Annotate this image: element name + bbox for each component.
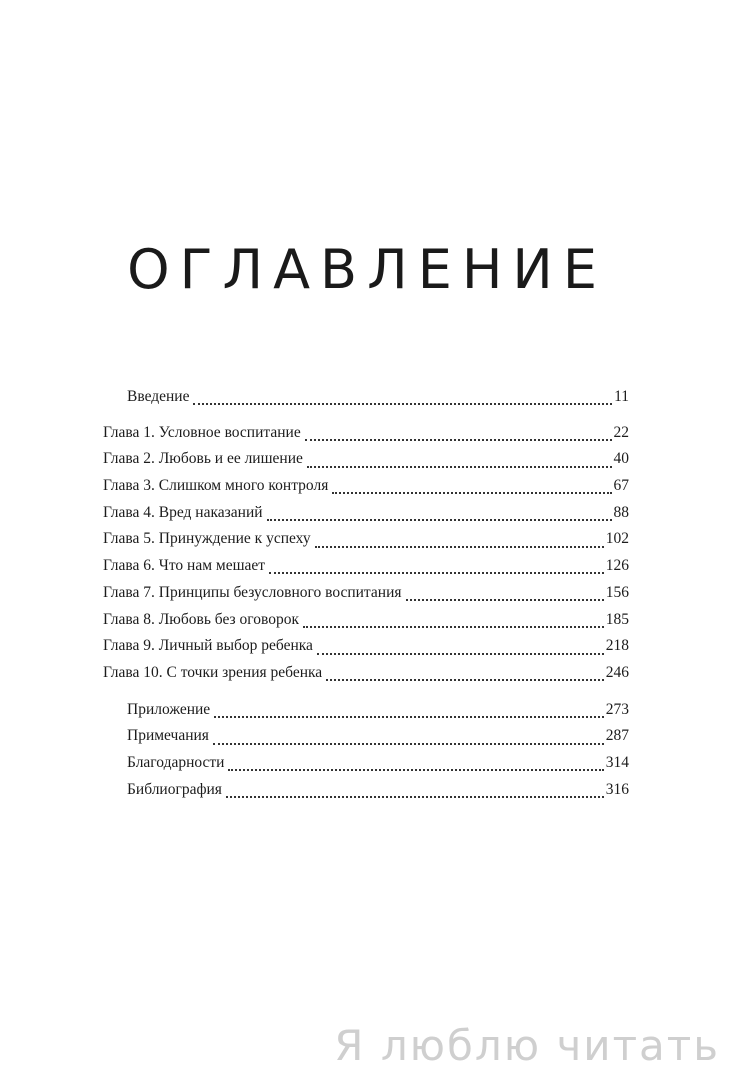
toc-entry-page: 102 — [605, 530, 629, 548]
toc-entry-title: Глава 4. Вред наказаний — [103, 503, 263, 521]
toc-entry-page: 156 — [605, 583, 629, 601]
toc-entry-chapter-6[interactable] — [103, 553, 629, 580]
toc-entry-chapter-1[interactable] — [103, 420, 629, 447]
toc-entry-page: 126 — [605, 557, 629, 575]
table-of-contents — [103, 384, 629, 803]
toc-entry-page: 287 — [605, 727, 629, 745]
toc-entry-notes[interactable] — [103, 723, 629, 750]
dot-leader — [228, 759, 603, 771]
toc-entry-bibliography[interactable] — [103, 777, 629, 804]
dot-leader — [226, 786, 604, 798]
toc-entry-page: 246 — [605, 663, 629, 681]
toc-entry-page: 22 — [613, 423, 629, 441]
dot-leader — [193, 393, 612, 405]
toc-entry-intro[interactable] — [103, 384, 629, 411]
toc-entry-title: Примечания — [127, 727, 209, 745]
toc-entry-page: 314 — [605, 753, 629, 771]
toc-entry-chapter-7[interactable] — [103, 580, 629, 607]
toc-entry-chapter-4[interactable] — [103, 500, 629, 527]
toc-entry-chapter-9[interactable] — [103, 633, 629, 660]
dot-leader — [317, 643, 604, 655]
toc-entry-title: Глава 6. Что нам мешает — [103, 557, 266, 575]
toc-entry-page: 218 — [605, 637, 629, 655]
toc-entry-title: Приложение — [127, 700, 211, 718]
toc-entry-title: Благодарности — [127, 753, 225, 771]
toc-entry-page: 11 — [614, 388, 629, 405]
dot-leader — [307, 456, 612, 468]
toc-entry-page: 185 — [605, 610, 629, 628]
dot-leader — [269, 562, 604, 574]
toc-entry-page: 67 — [613, 477, 629, 495]
toc-entry-page: 88 — [613, 503, 629, 521]
dot-leader — [406, 589, 604, 601]
dot-leader — [214, 706, 604, 718]
toc-entry-title: Глава 7. Принципы безусловного воспитания — [103, 583, 402, 601]
toc-entry-title: Глава 10. С точки зрения ребенка — [103, 663, 323, 681]
dot-leader — [303, 616, 604, 628]
dot-leader — [213, 733, 604, 745]
toc-entry-page: 40 — [613, 450, 629, 468]
dot-leader — [305, 429, 612, 441]
toc-entry-chapter-10[interactable] — [103, 660, 629, 687]
toc-entry-title: Библиография — [127, 780, 222, 798]
dot-leader — [326, 669, 604, 681]
toc-entry-chapter-2[interactable] — [103, 446, 629, 473]
dot-leader — [267, 509, 612, 521]
toc-entry-acknowledgements[interactable] — [103, 750, 629, 777]
toc-entry-title: Глава 2. Любовь и ее лишение — [103, 450, 303, 468]
toc-entry-title: Глава 9. Личный выбор ребенка — [103, 637, 313, 655]
watermark: Я люблю читать — [334, 1021, 720, 1070]
toc-entry-title: Глава 3. Слишком много контроля — [103, 477, 329, 495]
toc-entry-page: 316 — [605, 780, 629, 798]
toc-entry-page: 273 — [605, 700, 629, 718]
toc-entry-title: Глава 5. Принуждение к успеху — [103, 530, 311, 548]
toc-entry-chapter-8[interactable] — [103, 607, 629, 634]
dot-leader — [315, 536, 604, 548]
toc-entry-chapter-3[interactable] — [103, 473, 629, 500]
page-title: ОГЛАВЛЕНИЕ — [127, 238, 607, 301]
toc-entry-title: Глава 8. Любовь без оговорок — [103, 610, 299, 628]
dot-leader — [332, 482, 611, 494]
toc-entry-title: Глава 1. Условное воспитание — [103, 423, 301, 441]
toc-entry-title: Введение — [127, 388, 190, 405]
toc-entry-appendix[interactable] — [103, 697, 629, 724]
toc-entry-chapter-5[interactable] — [103, 526, 629, 553]
